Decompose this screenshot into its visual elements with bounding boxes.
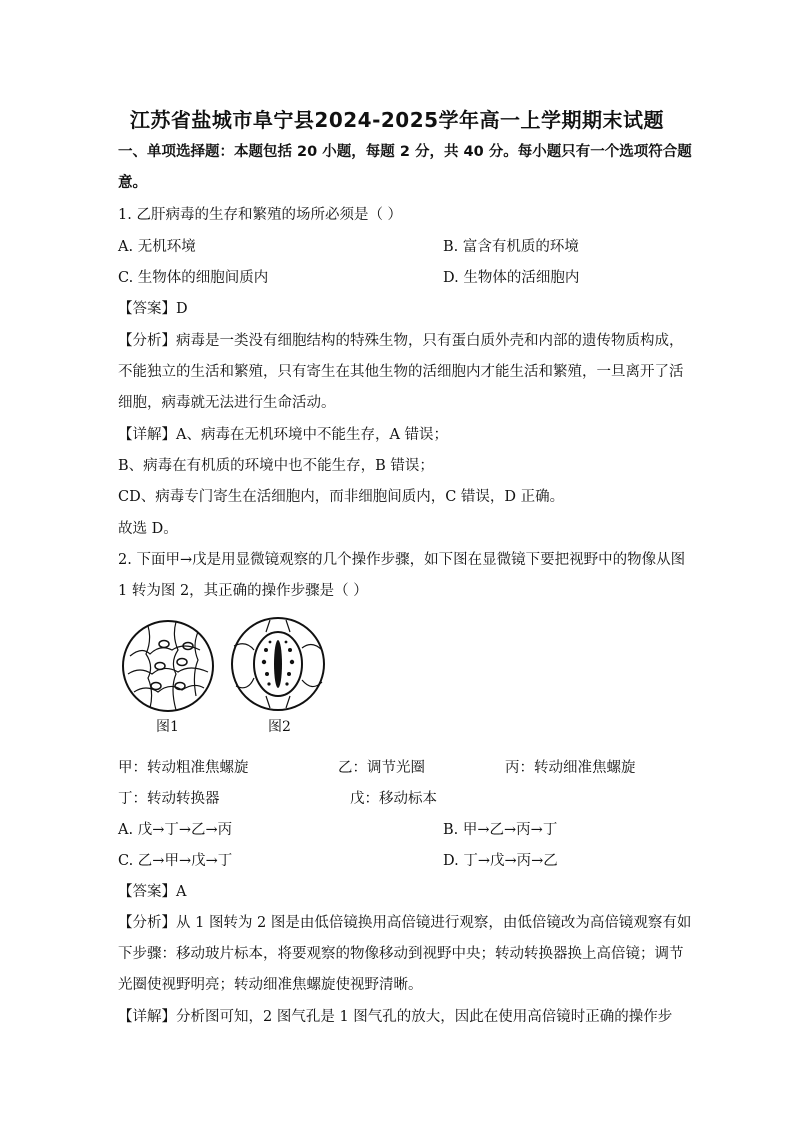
- q2-step-jia: 甲：转动粗准焦螺旋: [118, 760, 249, 776]
- q1-detail-line: B、病毒在有机质的环境中也不能生存，B 错误；: [118, 458, 434, 474]
- q2-option-a: A. 戊→丁→乙→丙: [118, 822, 233, 838]
- q2-step-wu: 戊：移动标本: [350, 791, 437, 807]
- page-title: 江苏省盐城市阜宁县2024-2025学年高一上学期期末试题: [129, 108, 665, 132]
- q1-analysis-line: 【分析】病毒是一类没有细胞结构的特殊生物，只有蛋白质外壳和内部的遗传物质构成，: [118, 333, 684, 349]
- q1-detail-line: CD、病毒专门寄生在活细胞内，而非细胞间质内，C 错误，D 正确。: [118, 489, 565, 505]
- q1-option-d: D. 生物体的活细胞内: [443, 270, 580, 286]
- q2-detail-line: 【详解】分析图可知，2 图气孔是 1 图气孔的放大，因此在使用高倍镜时正确的操作步: [118, 1009, 673, 1025]
- q2-option-d: D. 丁→戊→丙→乙: [443, 853, 558, 869]
- q2-option-b: B. 甲→乙→丙→丁: [443, 822, 558, 838]
- q2-analysis-line: 【分析】从 1 图转为 2 图是由低倍镜换用高倍镜进行观察，由低倍镜改为高倍镜观察有如: [118, 915, 692, 931]
- microscope-figure-svg: [120, 616, 340, 716]
- q2-stem-line: 2. 下面甲→戊是用显微镜观察的几个操作步骤，如下图在显微镜下要把视野中的物像从图: [118, 552, 686, 568]
- microscope-figure: [120, 616, 340, 736]
- q2-step-bing: 丙：转动细准焦螺旋: [505, 760, 636, 776]
- q2-step-yi: 乙：调节光圈: [338, 760, 425, 776]
- q1-analysis-line: 细胞，病毒就无法进行生命活动。: [118, 395, 336, 411]
- q1-option-a: A. 无机环境: [118, 239, 196, 255]
- section-heading-cont: 意。: [118, 175, 147, 191]
- q2-answer: 【答案】A: [118, 884, 187, 900]
- q1-option-c: C. 生物体的细胞间质内: [118, 270, 269, 286]
- q1-detail-line: 故选 D。: [118, 521, 178, 537]
- figure-2-label: 图2: [268, 719, 291, 735]
- figure-1-label: 图1: [156, 719, 179, 735]
- q2-analysis-line: 光圈使视野明亮；转动细准焦螺旋使视野清晰。: [118, 977, 423, 993]
- q1-stem: 1. 乙肝病毒的生存和繁殖的场所必须是（ ）: [118, 207, 403, 223]
- q2-analysis-line: 下步骤：移动玻片标本，将要观察的物像移动到视野中央；转动转换器换上高倍镜；调节: [118, 946, 684, 962]
- q2-step-ding: 丁：转动转换器: [118, 791, 220, 807]
- section-heading: 一、单项选择题：本题包括 20 小题，每题 2 分，共 40 分。每小题只有一个选项符合题: [118, 144, 692, 160]
- figure-2-drawing: [232, 618, 324, 710]
- q1-detail-line: 【详解】A、病毒在无机环境中不能生存，A 错误；: [118, 427, 449, 443]
- q1-option-b: B. 富含有机质的环境: [443, 239, 579, 255]
- q2-stem-line: 1 转为图 2，其正确的操作步骤是（ ）: [118, 583, 368, 599]
- q1-analysis-line: 不能独立的生活和繁殖，只有寄生在其他生物的活细胞内才能生活和繁殖，一旦离开了活: [118, 364, 684, 380]
- q1-answer: 【答案】D: [118, 301, 188, 317]
- figure-1-drawing: [123, 621, 213, 711]
- q2-option-c: C. 乙→甲→戊→丁: [118, 853, 233, 869]
